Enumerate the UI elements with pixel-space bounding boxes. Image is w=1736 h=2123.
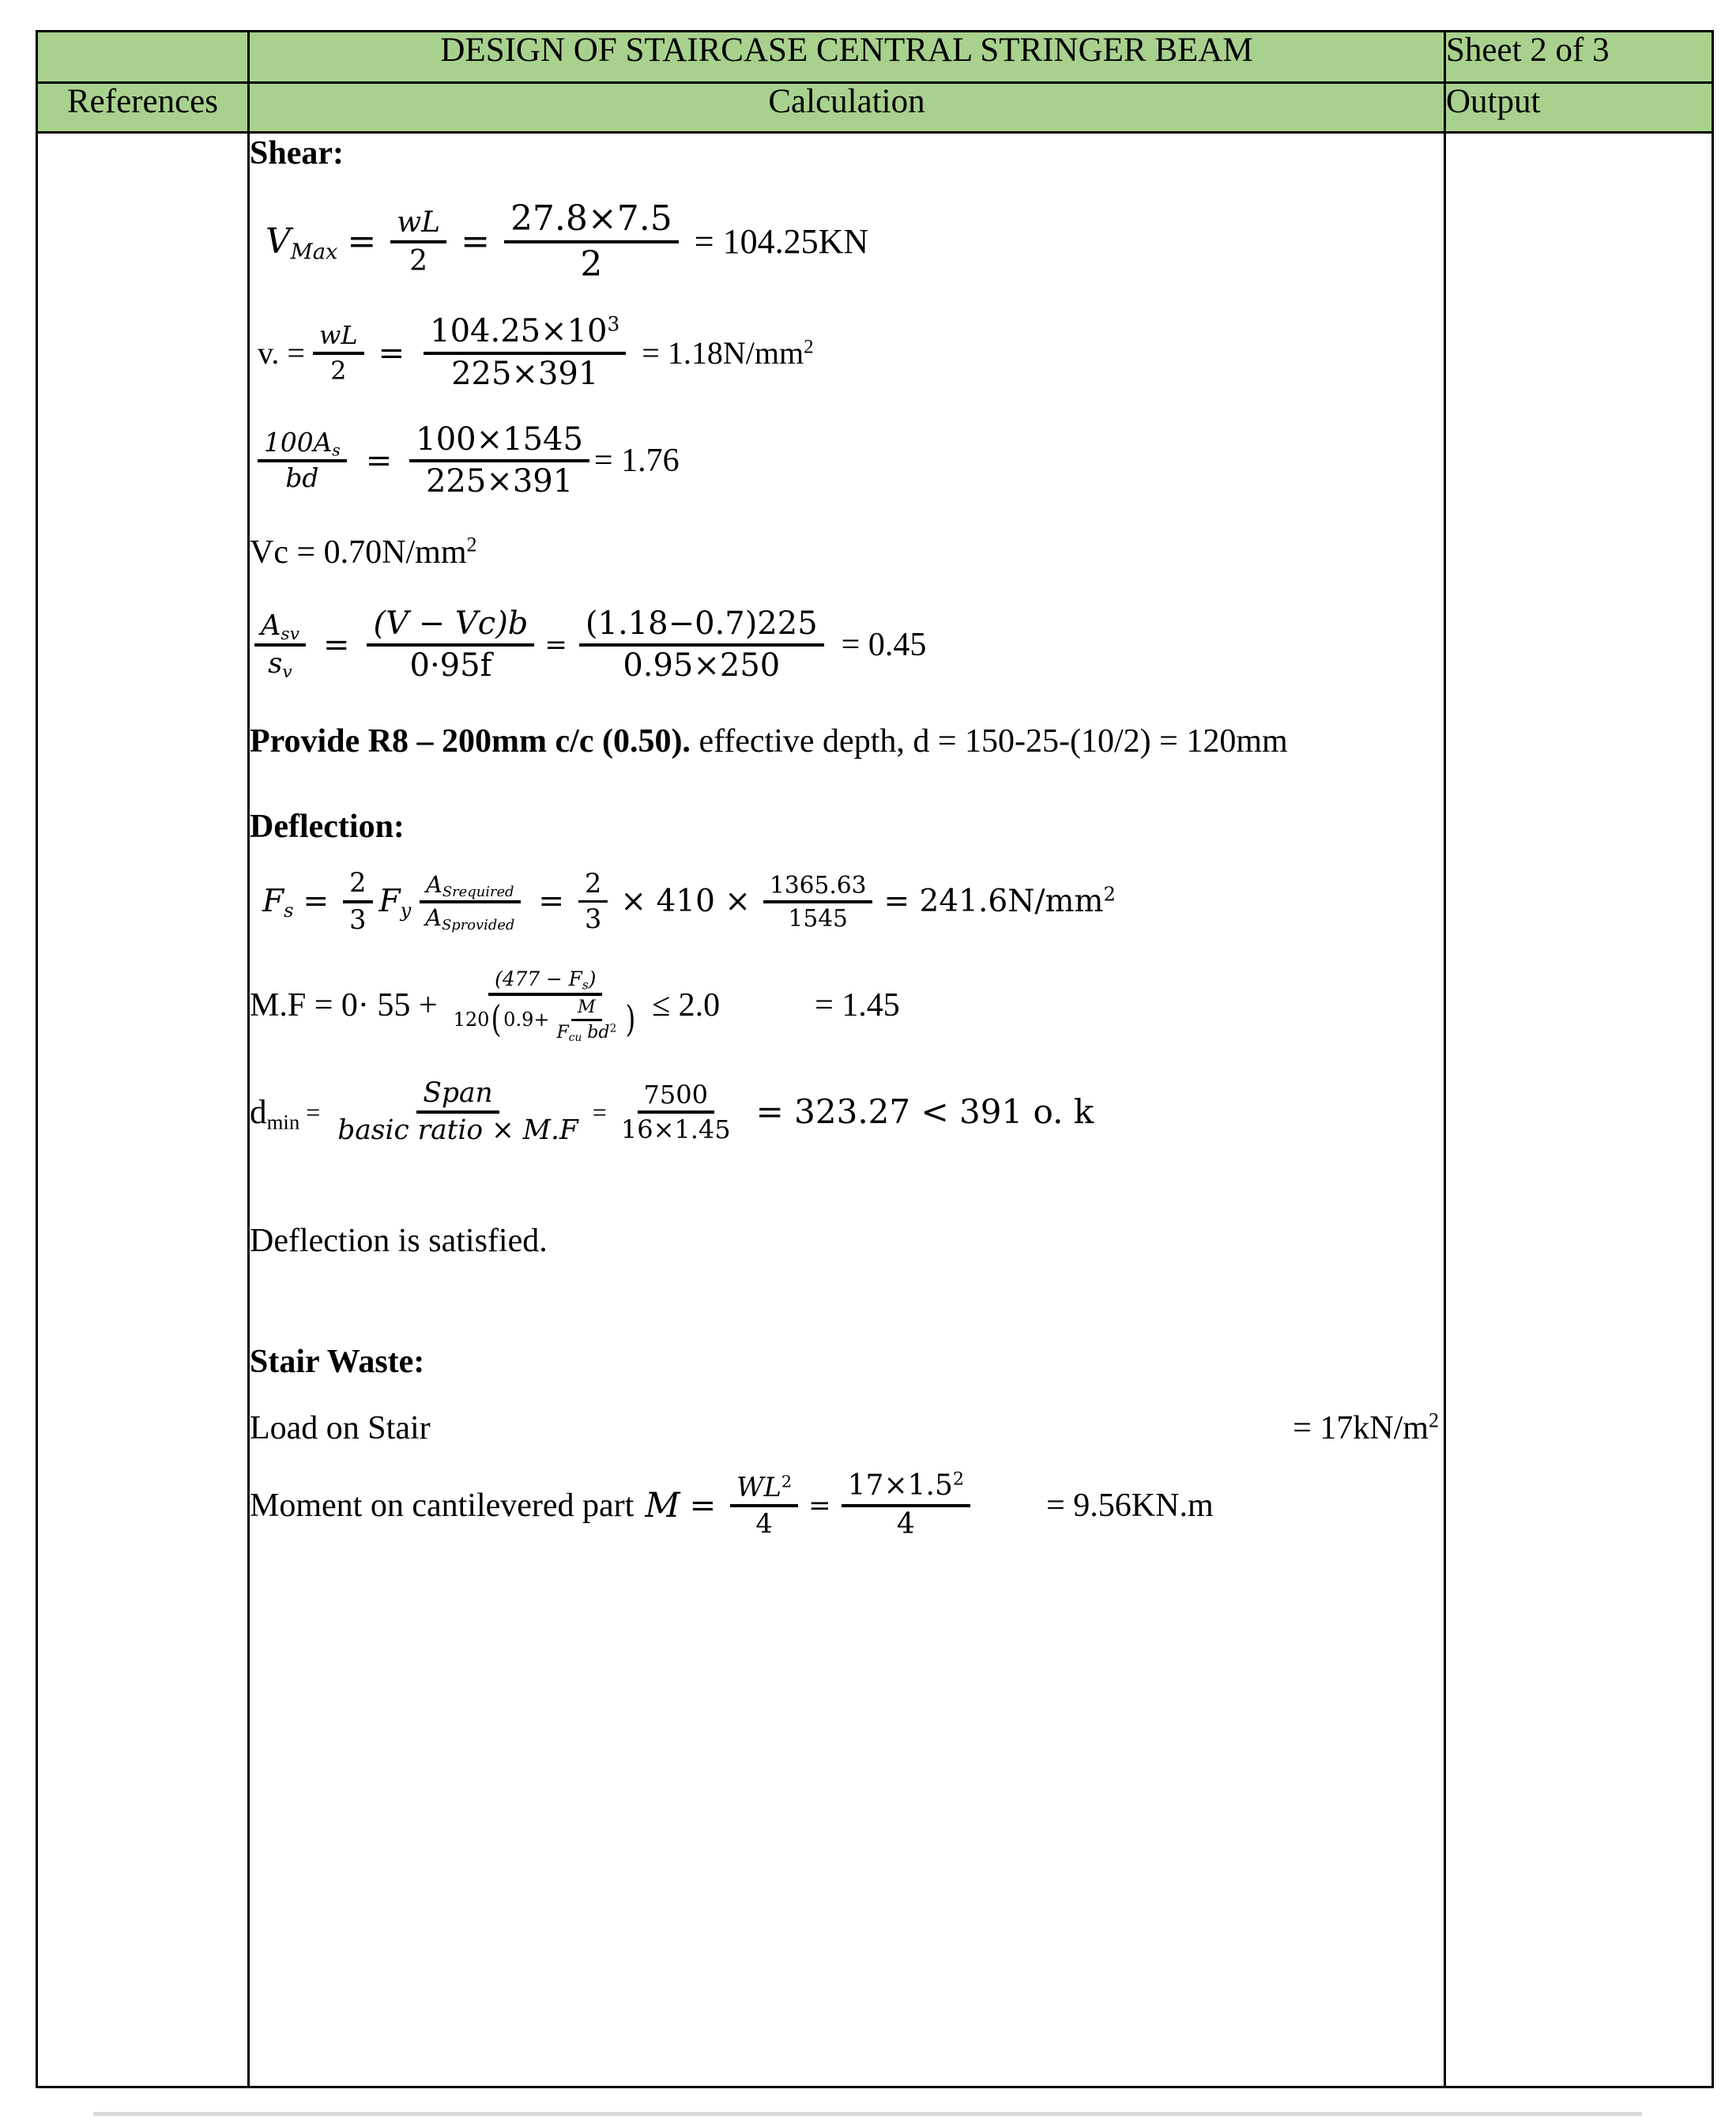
left-paren-icon: (: [491, 998, 502, 1041]
asv-fraction-symbol: $\frac{A_{sv}}{s_v}$: [254, 611, 306, 679]
footer-separator: [93, 2112, 1642, 2116]
fs-two-thirds-b: $\frac{2}{3}$: [578, 869, 608, 933]
deflection-satisfied-note: Deflection is satisfied.: [250, 1222, 548, 1259]
column-header-calculation: Calculation: [249, 83, 1445, 133]
steel-ratio-fraction-numeric: $\frac{100\times 1545}{225\times 391}$: [409, 423, 589, 499]
vmax-variable: V: [265, 221, 291, 262]
equation-steel-ratio: $\frac{100A_s}{bd}$ = $\frac{100\times 1545}{225\times 391}$ = 1.76: [250, 423, 1444, 499]
vmax-fraction-numeric: $\frac{27.8\times 7.5}{2}$: [504, 200, 679, 283]
dmin-fraction-numeric: $\frac{7500}{16\times 1.45}$: [620, 1079, 731, 1145]
mf-inner-fraction: $\frac{M}{F_{cu} bd^2}$: [556, 997, 617, 1045]
references-cell: [37, 133, 249, 2087]
equation-dmin: $d_{min}$ = $\frac{\text{Span}}{\text{basic ratio × M.F}}$ = $\frac{7500}{16\times 1.45}$ = 323.27 < 391 o. k: [250, 1077, 1094, 1147]
mf-fraction: $(477 - F_s)$ 120 ( 0.9+ $\frac{M}{F_{cu} bd^2}$ ): [453, 967, 636, 1045]
mf-lhs: M.F = 0· 55 +: [250, 987, 438, 1024]
calculation-sheet-table: [36, 30, 1714, 2088]
fs-area-ratio: $\frac{A_{Srequired}}{A_{Sprovided}}$: [419, 873, 521, 930]
shear-stress-result: = 1.18N/mm: [642, 334, 804, 371]
equation-shear-links: $\frac{A_{sv}}{s_v}$ = $\frac{(V - Vc)b}{0\cdot 95f}$ = $\frac{(1.18-0.7)225}{0.95\times 250}$ = 0.45: [250, 607, 1444, 683]
steel-ratio-result: = 1.76: [593, 442, 680, 479]
sheet-title: DESIGN OF STAIRCASE CENTRAL STRINGER BEAM: [249, 32, 1445, 83]
shear-stress-fraction-numeric: $\frac{104.25\times 10^3}{225\times 391}$: [424, 315, 626, 390]
fs-area-numeric: $\frac{1365.63}{1545}$: [763, 873, 873, 931]
vmax-subscript: Max: [290, 239, 338, 265]
column-header-output: Output: [1445, 83, 1713, 133]
asv-fraction-symbolic: $\frac{(V - Vc)b}{0\cdot 95f}$: [367, 607, 534, 683]
right-paren-icon: ): [625, 998, 636, 1041]
shear-stress-fraction-symbolic: $\frac{wL}{2}$: [313, 322, 364, 384]
load-on-stair-row: [250, 1406, 1444, 1451]
moment-fraction-numeric: $\frac{17\times 1.5^2}{4}$: [842, 1471, 970, 1540]
shear-heading: Shear:: [250, 135, 344, 172]
steel-ratio-fraction-symbolic: $\frac{100A_s}{bd}$: [258, 429, 347, 493]
vmax-fraction-symbolic: $\frac{wL}{2}$: [390, 207, 446, 277]
equation-vmax: $V_{Max}$ = $\frac{wL}{2}$ = $\frac{27.8\times 7.5}{2}$ = 104.25KN: [265, 198, 869, 285]
header-blank-cell: [37, 32, 249, 83]
stair-waste-heading: Stair Waste:: [250, 1344, 425, 1381]
sheet-number: Sheet 2 of 3: [1445, 32, 1713, 83]
equation-cantilever-moment: Moment on cantilevered part M = $\frac{WL^2}{4}$ = $\frac{17\times 1.5^2}{4}$ = 9.56KN.m: [250, 1469, 1214, 1541]
fs-times-fy: × 410 ×: [620, 884, 751, 920]
mf-limit: ≤ 2.0: [652, 987, 721, 1024]
vmax-result: = 104.25KN: [694, 221, 869, 261]
column-header-references: References: [37, 83, 249, 133]
dmin-result: = 323.27 < 391 o. k: [755, 1092, 1094, 1132]
moment-fraction-symbolic: $\frac{WL^2}{4}$: [730, 1473, 798, 1539]
dmin-fraction-symbolic: $\frac{\text{Span}}{\text{basic ratio × M.F}}$: [337, 1077, 578, 1147]
provide-links-note: Provide R8 – 200mm c/c (0.50). effective depth, d = 150-25-(10/2) = 120mm: [250, 723, 1288, 760]
table-header-row-title: [37, 32, 1713, 83]
equation-shear-stress: v. = $\frac{wL}{2}$ = $\frac{104.25\times 10^3}{225\times 391}$ = $1.18N/mm^2$: [258, 312, 814, 392]
deflection-heading: Deflection:: [250, 808, 405, 845]
table-body-row: [37, 133, 1713, 2087]
equation-modification-factor: [250, 969, 1444, 1043]
load-on-stair-label: Load on Stair: [250, 1409, 431, 1446]
fs-two-thirds: $\frac{2}{3}$: [343, 869, 372, 933]
moment-label: Moment on cantilevered part: [250, 1488, 635, 1525]
output-cell: [1445, 133, 1713, 2087]
moment-result: = 9.56KN.m: [1046, 1488, 1214, 1525]
fs-result: = 241.6N/mm: [883, 884, 1104, 920]
mf-result: = 1.45: [815, 987, 900, 1024]
vc-line: $Vc = 0.70N/mm^2$: [250, 533, 477, 571]
table-header-row-columns: [37, 83, 1713, 133]
equation-fs: $F_s$ = $\frac{2}{3}$ $F_y$ $\frac{A_{Srequired}}{A_{Sprovided}}$ = $\frac{2}{3}$ × 410 × $\frac{1365.63}{1545}$ = $241.6N/mm^2$: [262, 867, 1116, 935]
shear-stress-lhs: v. =: [258, 334, 305, 371]
asv-result: = 0.45: [841, 627, 927, 664]
asv-fraction-numeric: $\frac{(1.18-0.7)225}{0.95\times 250}$: [579, 607, 824, 683]
calculation-cell: [249, 133, 1445, 2087]
load-on-stair-value: = $17kN/m^2$: [1293, 1408, 1439, 1446]
